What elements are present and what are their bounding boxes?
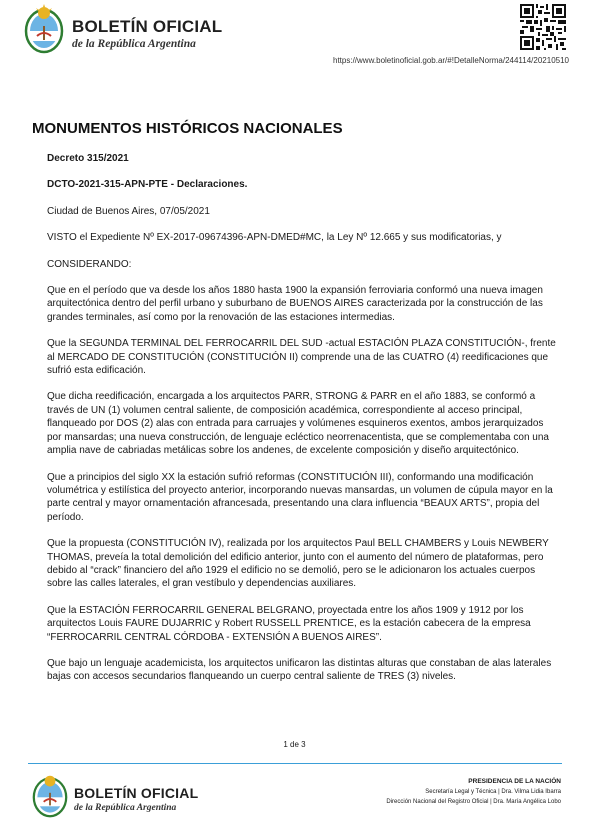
secretaria-label: Secretaría Legal y Técnica | Dra. Vilma Lidia Ibarra <box>425 789 561 795</box>
qr-code-icon[interactable] <box>520 4 566 50</box>
decree-number: Decreto 315/2021 <box>47 153 129 164</box>
paragraph: Que en el período que va desde los años 1880 hasta 1900 la expansión ferroviaria conformó una nueva imagen arquitectónica dentro del perfil urbano y suburbano de BUENOS AIRES caracterizada por la construcción de las grandes terminales, así como por la renovación de las estaciones intermedias. <box>47 285 543 323</box>
argentina-seal-icon <box>30 773 70 818</box>
place-date: Ciudad de Buenos Aires, 07/05/2021 <box>47 205 210 217</box>
footer-divider <box>28 763 562 764</box>
decree-code: DCTO-2021-315-APN-PTE - Declaraciones. <box>47 179 248 191</box>
paragraph: Que la propuesta (CONSTITUCIÓN IV), realizada por los arquitectos Paul BELL CHAMBERS y Louis NEWBERY THOMAS, preveía la total demolición del edificio anterior, junto con el aumento del número de plataformas, pero debido al “crack” financiero del año 1929 el edificio no se demolió, pero se le adicionaron los actuales cuerpos sobre las calles laterales, el gran vestíbulo y dependencias auxiliares. <box>47 538 549 590</box>
paragraph: Que dicha reedificación, encargada a los arquitectos PARR, STRONG & PARR en el año 1883, se conformó a través de UN (1) volumen central saliente, de composición académica, correspondiente al acceso principal, flanqueado por DOS (2) alas con entrada para carruajes y volúmenes esquineros exentos, ambos jerarquizados por mansardas; una nueva construcción, de lenguaje ecléctico neorrenacentista, que se complementaba con una amplia nave de cabriadas metálicas sobre los andenes, de excelente composición y diseño arquitectónico. <box>47 391 549 457</box>
paragraph: Que la SEGUNDA TERMINAL DEL FERROCARRIL DEL SUD -actual ESTACIÓN PLAZA CONSTITUCIÓN-, frente al MERCADO DE CONSTITUCIÓN (CONSTITUCIÓN II) comprende una de las CUATRO (4) reedificaciones que sufrió esta edificación. <box>47 338 556 377</box>
brand-title: BOLETÍN OFICIAL <box>72 17 223 36</box>
brand-subtitle: de la República Argentina <box>72 38 196 50</box>
document-body <box>47 152 557 697</box>
page-number: 1 de 3 <box>283 740 306 749</box>
presidencia-label: PRESIDENCIA DE LA NACIÓN <box>468 778 561 785</box>
paragraph: Que la ESTACIÓN FERROCARRIL GENERAL BELGRANO, proyectada entre los años 1909 y 1912 por los arquitectos Louis FAURE DUJARRIC y Robert RUSSELL PRENTICE, es la estación cabecera de la empresa “FERROCARRIL CENTRAL CÓRDOBA - EXTENSIÓN A BUENOS AIRES”. <box>47 604 531 643</box>
page-title: MONUMENTOS HISTÓRICOS NACIONALES <box>32 120 343 137</box>
footer-brand-subtitle: de la República Argentina <box>74 803 177 813</box>
direccion-label: Dirección Nacional del Registro Oficial | Dra. María Angélica Lobo <box>386 799 561 805</box>
boletin-oficial-logo[interactable] <box>22 4 223 56</box>
argentina-seal-icon <box>22 4 66 54</box>
paragraph: Que bajo un lenguaje academicista, los arquitectos unificaron las distintas alturas que constaban de alas laterales bajas con accesos secundarios flanqueando un cuerpo central saliente de TRES (3) niveles. <box>47 657 552 683</box>
visto-paragraph: VISTO el Expediente Nº EX-2017-09674396-APN-DMED#MC, la Ley Nº 12.665 y sus modificatorias, y <box>47 232 502 244</box>
footer-logo <box>30 773 210 819</box>
footer-brand-title: BOLETÍN OFICIAL <box>74 785 199 801</box>
paragraph: Que a principios del siglo XX la estación sufrió reformas (CONSTITUCIÓN III), conformando una modificación volumétrica y estilística del proyecto anterior, incorporando nuevas mansardas, un volumen de cúpula mayor en la parte central y mayor ornamentación afrancesada, presentando una clara influencia “BEAUX ARTS”, propia del período. <box>47 471 553 523</box>
document-url-link[interactable]: https://www.boletinoficial.gob.ar/#!DetalleNorma/244114/20210510 <box>333 56 569 65</box>
footer-credits <box>386 777 561 807</box>
considerando-heading: CONSIDERANDO: <box>47 258 132 270</box>
page-header <box>0 0 589 70</box>
